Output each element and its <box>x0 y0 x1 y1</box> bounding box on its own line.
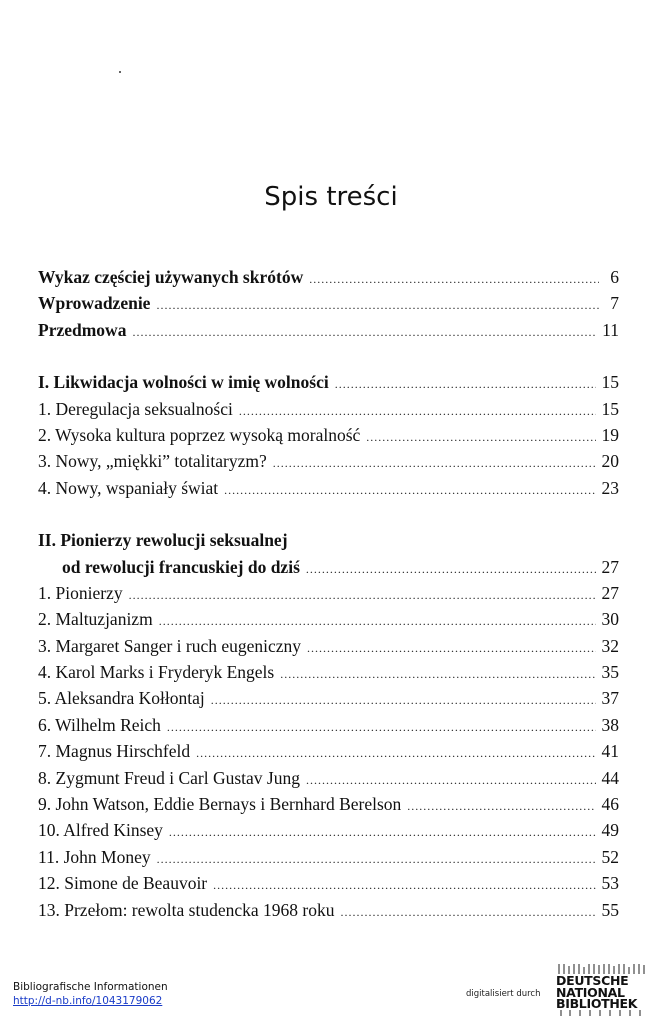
toc-chapter-label: II. Pionierzy rewolucji seksualnej <box>38 530 288 551</box>
toc-entry-label: 1. Deregulacja seksualności <box>38 398 233 419</box>
toc-entry <box>38 685 619 711</box>
toc-entry-page: 15 <box>601 398 619 419</box>
dnb-logo-text <box>556 975 637 1010</box>
toc-entry <box>38 870 619 896</box>
toc-entry <box>38 633 619 659</box>
toc-entry-label: 11. John Money <box>38 846 151 867</box>
toc-chapter-label: I. Likwidacja wolności w imię wolności <box>38 372 329 393</box>
dot-leader <box>169 819 596 845</box>
toc-entry-label: 8. Zygmunt Freud i Carl Gustav Jung <box>38 767 300 788</box>
toc-entry <box>38 317 619 343</box>
dnb-logo <box>556 962 648 1016</box>
toc-entry-page: 27 <box>601 582 619 603</box>
toc-entry <box>38 290 619 316</box>
toc-entry <box>38 580 619 606</box>
scan-speck <box>119 71 121 73</box>
toc-entry <box>38 606 619 632</box>
toc-entry-label: 3. Margaret Sanger i ruch eugeniczny <box>38 635 302 656</box>
toc-entry-page: 32 <box>601 635 619 656</box>
dot-leader <box>280 661 595 687</box>
toc-entry-label: 3. Nowy, „miękki” totalitaryzm? <box>38 451 267 472</box>
toc-entry-page: 38 <box>601 714 619 735</box>
toc-entry <box>38 712 619 738</box>
toc-entry <box>38 817 619 843</box>
toc-entry <box>38 897 619 923</box>
dot-leader <box>224 477 595 503</box>
dot-leader <box>306 556 596 582</box>
toc-chapter-label: od rewolucji francuskiej do dziś <box>62 556 300 577</box>
toc-entry-page: 55 <box>601 899 619 920</box>
toc-entry-page: 46 <box>601 794 619 815</box>
toc-entry-page: 52 <box>601 846 619 867</box>
bibliographic-info <box>13 980 168 1008</box>
table-of-contents <box>38 264 619 923</box>
dnb-logo-line: BIBLIOTHEK <box>556 996 638 1011</box>
section-gap <box>38 343 619 369</box>
toc-entry-label: 9. John Watson, Eddie Bernays i Bernhard Berelson <box>38 794 402 815</box>
toc-entry-page: 53 <box>601 873 619 894</box>
toc-entry-page: 15 <box>601 372 619 393</box>
dot-leader <box>306 767 596 793</box>
dot-leader <box>307 635 595 661</box>
toc-entry-page: 37 <box>601 688 619 709</box>
dot-leader <box>159 608 596 634</box>
toc-chapter <box>38 369 619 395</box>
section-gap <box>38 501 619 527</box>
toc-entry-page: 7 <box>610 293 619 314</box>
toc-entry-label: 4. Karol Marks i Fryderyk Engels <box>38 662 275 683</box>
toc-entry-page: 19 <box>601 424 619 445</box>
toc-entry-label: 2. Maltuzjanizm <box>38 609 153 630</box>
toc-chapter-heading <box>38 527 619 553</box>
toc-entry-page: 20 <box>601 451 619 472</box>
dot-leader <box>157 846 596 872</box>
dot-leader <box>407 793 595 819</box>
toc-entry-page: 30 <box>601 609 619 630</box>
dot-leader <box>366 424 595 450</box>
dnb-logo-line: DEUTSCHE <box>556 973 629 988</box>
dot-leader <box>335 371 596 397</box>
toc-chapter-items <box>38 580 619 923</box>
toc-entry <box>38 422 619 448</box>
toc-entry-page: 35 <box>601 662 619 683</box>
toc-entry <box>38 659 619 685</box>
toc-entry-label: Przedmowa <box>38 319 127 340</box>
page-title: Spis treści <box>264 182 398 213</box>
toc-entry <box>38 396 619 422</box>
toc-entry-label: 7. Magnus Hirschfeld <box>38 741 191 762</box>
toc-entry-label: 1. Pionierzy <box>38 582 123 603</box>
toc-entry <box>38 264 619 290</box>
dot-leader <box>309 266 599 292</box>
dot-leader <box>196 740 595 766</box>
dot-leader <box>211 687 596 713</box>
toc-entry-page: 27 <box>601 556 619 577</box>
toc-entry-page: 11 <box>602 319 619 340</box>
toc-entry-label: 4. Nowy, wspaniały świat <box>38 477 219 498</box>
bibliographic-link[interactable]: http://d-nb.info/1043179062 <box>13 995 163 1007</box>
toc-entry <box>38 844 619 870</box>
toc-entry-label: 13. Przełom: rewolta studencka 1968 roku <box>38 899 335 920</box>
toc-entry-page: 41 <box>601 741 619 762</box>
dot-leader <box>273 450 596 476</box>
toc-entry-label: 5. Aleksandra Kołłontaj <box>38 688 205 709</box>
toc-entry-page: 44 <box>601 767 619 788</box>
dot-leader <box>340 899 595 925</box>
dot-leader <box>129 582 596 608</box>
toc-entry-label: 2. Wysoka kultura poprzez wysoką moralność <box>38 424 361 445</box>
toc-entry-label: 12. Simone de Beauvoir <box>38 873 208 894</box>
toc-entry-label: Wykaz częściej używanych skrótów <box>38 267 304 287</box>
toc-entry-label: 6. Wilhelm Reich <box>38 714 161 735</box>
toc-entry <box>38 765 619 791</box>
dot-leader <box>156 292 599 318</box>
toc-entry-page: 23 <box>601 477 619 498</box>
toc-entry <box>38 448 619 474</box>
dot-leader <box>239 398 596 424</box>
dnb-logo-line: NATIONAL <box>556 984 625 1000</box>
toc-chapter <box>38 554 619 580</box>
toc-entry <box>38 738 619 764</box>
toc-entry-label: 10. Alfred Kinsey <box>38 820 163 841</box>
toc-entry <box>38 791 619 817</box>
digitized-by-label: digitalisiert durch <box>466 989 541 999</box>
dot-leader <box>213 872 595 898</box>
toc-entry-page: 6 <box>610 267 619 287</box>
toc-entry <box>38 475 619 501</box>
toc-entry-label: Wprowadzenie <box>38 293 151 314</box>
dot-leader <box>167 714 596 740</box>
toc-entry-page: 49 <box>601 820 619 841</box>
dot-leader <box>132 319 596 345</box>
bibliographic-info-label: Bibliografische Informationen <box>13 981 168 993</box>
